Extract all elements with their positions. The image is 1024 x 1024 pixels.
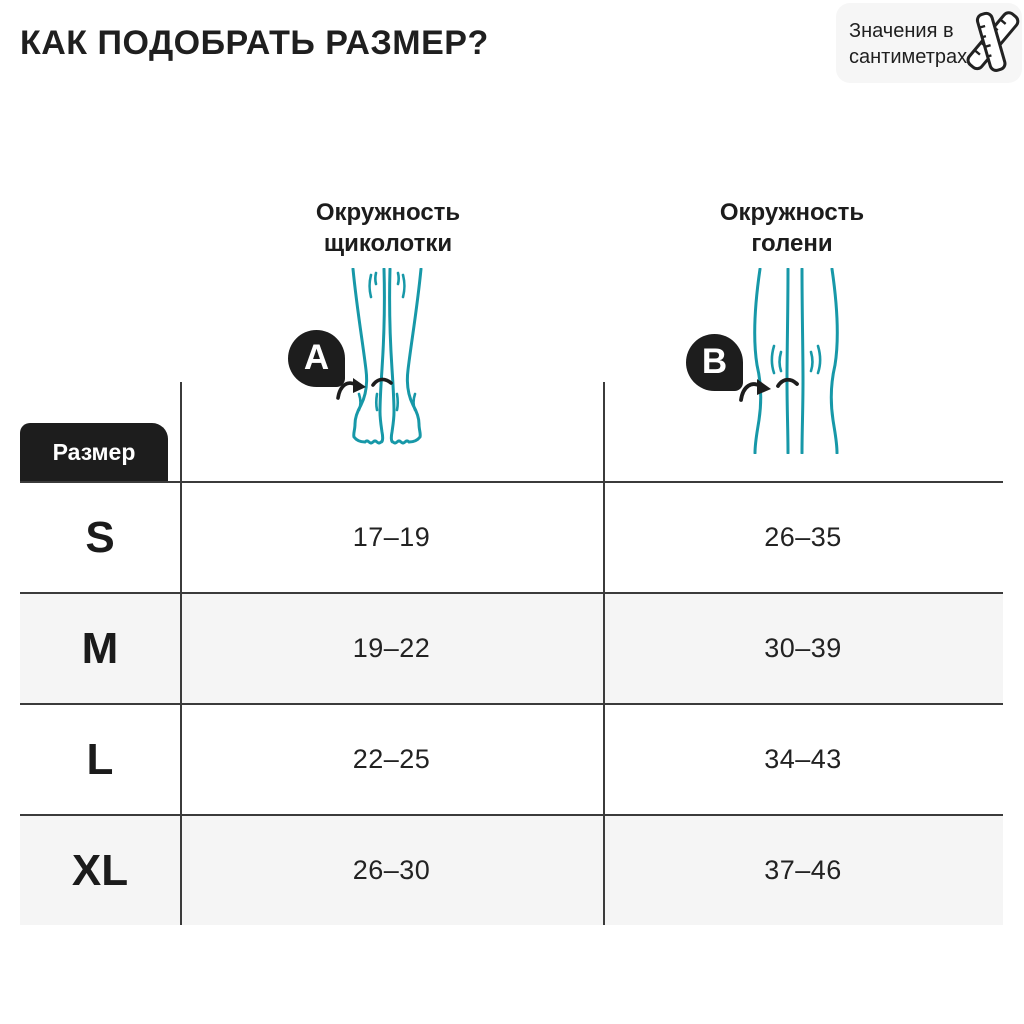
units-note-text: Значения в сантиметрах [849, 20, 968, 68]
size-header-tab: Размер [20, 423, 168, 481]
size-table [20, 481, 1003, 925]
page-title: КАК ПОДОБРАТЬ РАЗМЕР? [20, 24, 489, 62]
ankle-value-cell: 17–19 [352, 522, 431, 552]
size-cell: XL [71, 845, 129, 895]
tape-measure-icon [960, 5, 1022, 86]
calf-value-cell: 30–39 [764, 633, 842, 663]
table-row [20, 592, 1003, 703]
table-row [20, 814, 1003, 925]
badge-b: B [686, 334, 743, 391]
ankle-value-cell: 26–30 [352, 855, 431, 885]
calf-value-cell: 37–46 [764, 855, 842, 885]
column-header-ankle: Окружность щиколотки [315, 199, 461, 257]
table-row [20, 481, 1003, 592]
calf-legs-illustration [744, 268, 848, 454]
table-row [20, 703, 1003, 814]
badge-a: A [288, 330, 345, 387]
calf-value-cell: 34–43 [764, 744, 842, 774]
column-header-calf: Окружность голени [719, 199, 865, 257]
size-cell: S [85, 512, 115, 562]
measure-arrow-b-icon [736, 372, 802, 416]
size-cell: L [86, 734, 114, 784]
size-cell: M [81, 623, 119, 673]
calf-value-cell: 26–35 [764, 522, 842, 552]
table-divider-vertical-2 [603, 382, 605, 925]
units-note-badge [836, 3, 1022, 83]
ankle-value-cell: 19–22 [352, 633, 431, 663]
ankle-value-cell: 22–25 [352, 744, 431, 774]
table-divider-vertical-1 [180, 382, 182, 925]
ankle-legs-illustration [344, 268, 430, 454]
